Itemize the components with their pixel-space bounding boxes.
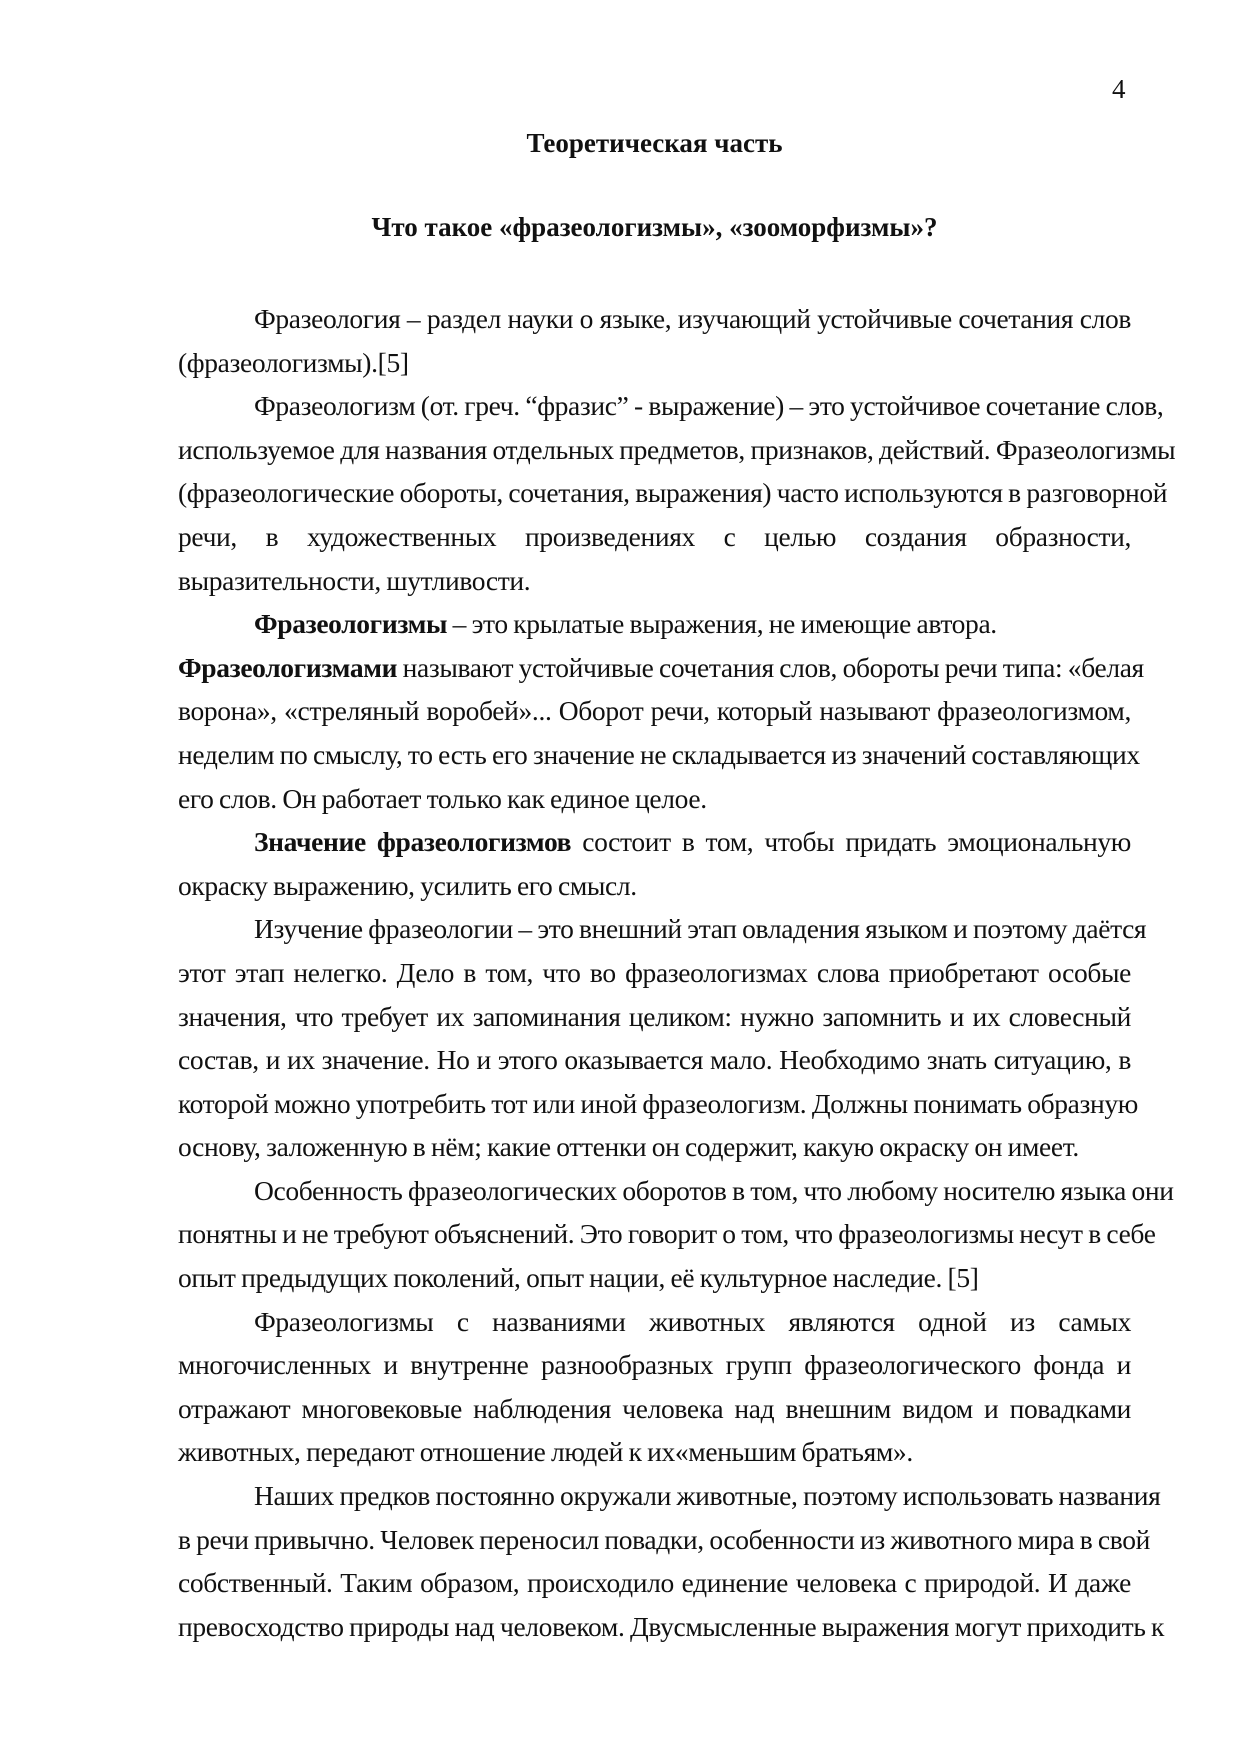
text-line [178,1474,1161,1518]
line-text: многочисленных и внутренне разнообразных групп фразеологического фонда и [178,1349,1131,1381]
line-text: состав, и их значение. Но и этого оказывается мало. Необходимо знать ситуацию, в [178,1044,1131,1076]
text-line [178,1387,1131,1431]
text-line [178,428,1176,472]
line-text: значения, что требует их запоминания целиком: нужно запомнить и их словесный [178,1000,1131,1032]
line-text: основу, заложенную в нём; какие оттенки он содержит, какую окраску он имеет. [178,1131,1079,1163]
text-line [178,1125,1131,1169]
text-line [178,777,1131,821]
text-line [178,1256,1131,1300]
line-text: Изучение фразеологии – это внешний этап овладения языком и поэтому даётся [254,913,1147,945]
line-text: понятны и не требуют объяснений. Это говорит о том, что фразеологизмы несут в себе [178,1218,1156,1250]
text-line [178,1082,1138,1126]
line-text: неделим по смыслу, то есть его значение не складывается из значений составляющих [178,738,1140,770]
line-text: (фразеологизмы).[5] [178,346,409,378]
line-text: животных, передают отношение людей к их«меньшим братьям». [178,1436,913,1468]
page-number: 4 [1112,74,1126,104]
line-text: (фразеологические обороты, сочетания, выражения) часто используются в разговорной [178,477,1168,509]
text-line [178,951,1131,995]
line-text: отражают многовековые наблюдения человека над внешним видом и повадками [178,1392,1131,1424]
text-line [178,602,1131,646]
text-line [178,1343,1131,1387]
line-text: Наших предков постоянно окружали животные, поэтому использовать названия [254,1480,1161,1512]
body-text [178,297,1176,1648]
line-text: ворона», «стреляный воробей»... Оборот речи, который называют фразеологизмом, [178,695,1131,727]
text-line [178,1212,1156,1256]
section-title: Теоретическая часть [526,128,783,158]
text-line [178,297,1131,341]
line-text: выразительности, шутливости. [178,564,531,596]
line-text: – это крылатые выражения, не имеющие автора. [447,608,997,640]
bold-term: Значение фразеологизмов [254,826,572,858]
line-text: окраску выражению, усилить его смысл. [178,869,637,901]
text-line [178,1518,1150,1562]
line-text: Особенность фразеологических оборотов в том, что любому носителю языка они [254,1174,1174,1206]
line-text: речи, в художественных произведениях с целью создания образности, [178,520,1131,552]
line-text: используемое для названия отдельных предметов, признаков, действий. Фразеологизмы [178,433,1176,465]
line-text: которой можно употребить тот или иной фразеологизм. Должны понимать образную [178,1087,1138,1119]
text-line [178,995,1131,1039]
line-text: Фразеологизм (от. греч. “фразис” - выражение) – это устойчивое сочетание слов, [254,390,1164,422]
bold-term: Фразеологизмами [178,651,398,683]
text-line [178,384,1164,428]
text-line [178,1169,1174,1213]
bold-term: Фразеологизмы [254,608,448,640]
text-line [178,907,1147,951]
text-line [178,864,1131,908]
text-line [178,1038,1131,1082]
text-line [178,1300,1131,1344]
line-text: называют устойчивые сочетания слов, обороты речи типа: «белая [397,651,1144,683]
text-line [178,689,1131,733]
line-text: Фразеология – раздел науки о языке, изучающий устойчивые сочетания слов [254,303,1131,334]
text-line [178,1561,1131,1605]
text-line [178,1430,1131,1474]
text-line [178,471,1168,515]
line-text: его слов. Он работает только как единое целое. [178,782,707,814]
line-text: опыт предыдущих поколений, опыт нации, её культурное наследие. [5] [178,1262,979,1294]
line-text: собственный. Таким образом, происходило единение человека с природой. И даже [178,1567,1131,1599]
line-text: этот этап нелегко. Дело в том, что во фразеологизмах слова приобретают особые [178,956,1131,988]
text-line [178,341,1131,385]
section-subtitle: Что такое «фразеологизмы», «зооморфизмы»? [371,212,938,242]
line-text: Фразеологизмы с названиями животных являются одной из самых [254,1305,1131,1337]
text-line [178,515,1131,559]
text-line [178,646,1144,690]
text-line [178,820,1131,864]
line-text: в речи привычно. Человек переносил повадки, особенности из животного мира в свой [178,1523,1150,1555]
line-text: состоит в том, чтобы придать эмоциональную [571,826,1131,858]
text-line [178,1605,1165,1649]
line-text: превосходство природы над человеком. Двусмысленные выражения могут приходить к [178,1610,1165,1642]
text-line [178,559,1131,603]
text-line [178,733,1140,777]
